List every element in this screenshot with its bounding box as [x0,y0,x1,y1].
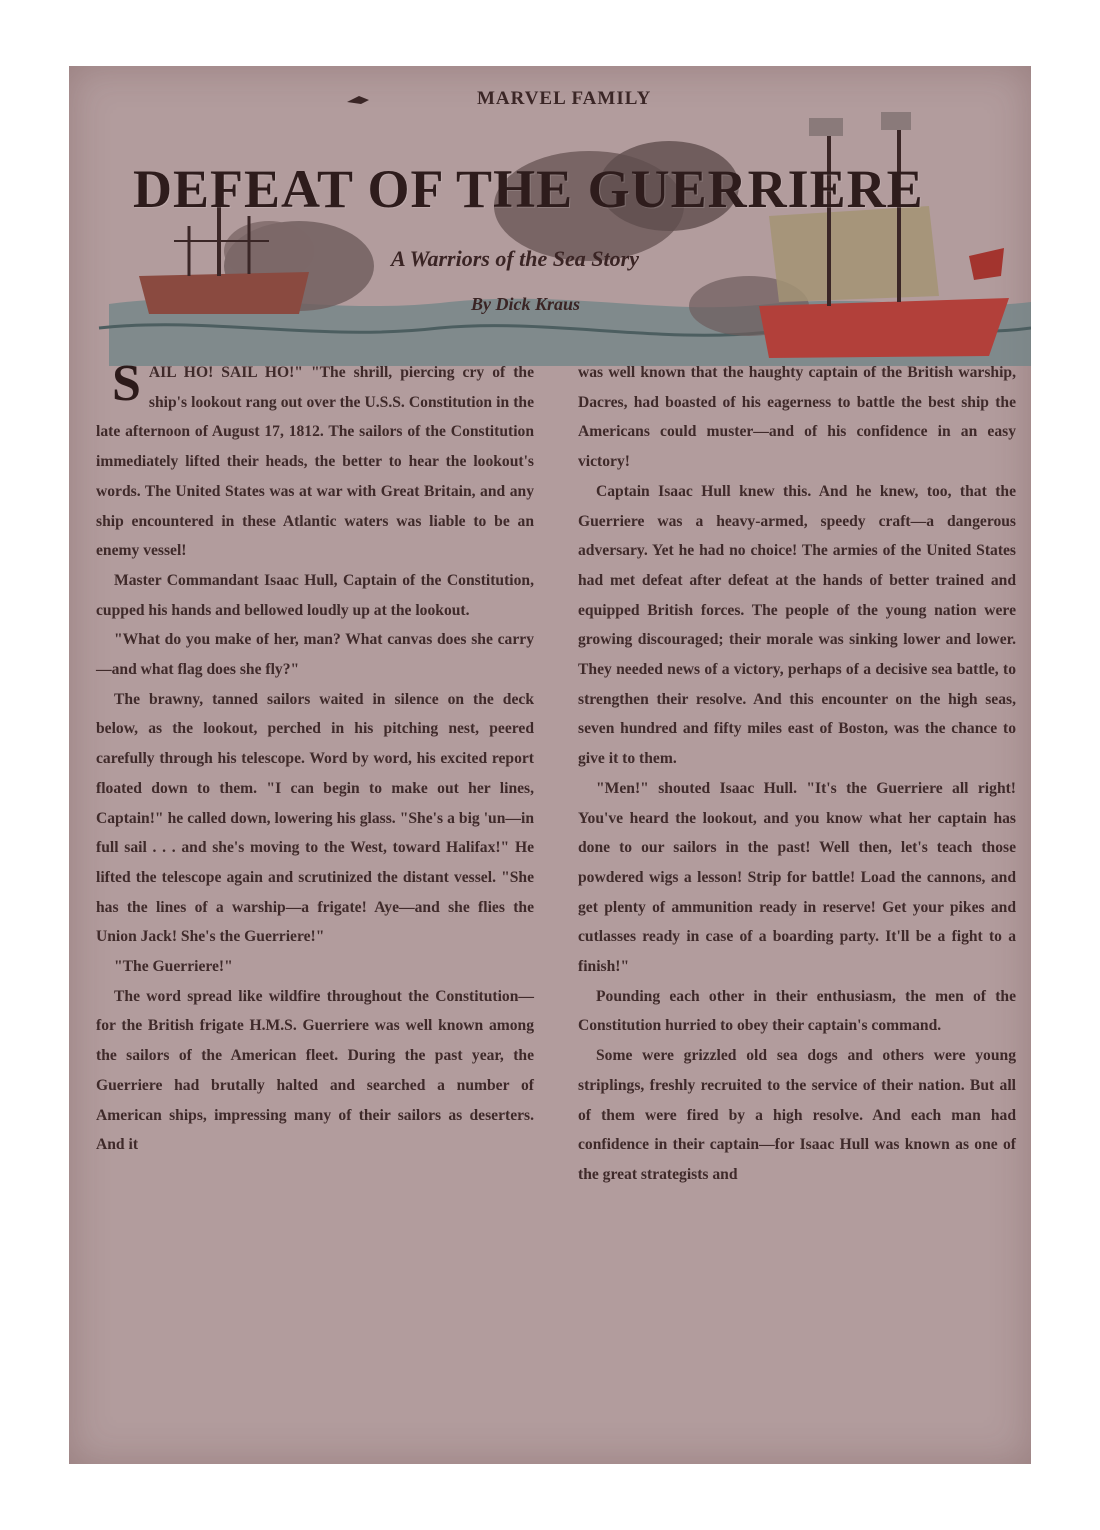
guerriere-sails [769,206,939,302]
paragraph: AIL HO! SAIL HO!" "The shrill, piercing cry of the ship's lookout rang out over the U.S.S. Constitution in the late afternoon of August 17, 1812. The sailors of the Constitution immediately lifted their heads, the better to hear the lookout's words. The United States was at war with Great Britain, and any ship encountered in these Atlantic waters was liable to be an enemy vessel! [96,364,534,560]
cannon-smoke-left-puff [224,221,314,281]
article-column-right [578,358,1016,1190]
guerriere-flag-2 [881,112,911,130]
story-title: DEFEAT OF THE GUERRIERE [133,159,924,219]
constitution-hull [139,272,309,314]
paragraph: Some were grizzled old sea dogs and others were young striplings, freshly recruited to the service of their nation. But all of them were fired by a high resolve. And each man had confidence in their captain—for Isaac Hull was known as one of the great strategists and [578,1047,1016,1183]
paragraph: Captain Isaac Hull knew this. And he knew, too, that the Guerriere was a heavy-armed, speedy craft—a dangerous adversary. Yet he had no choice! The armies of the United States had met defeat after defeat at the hands of better trained and equipped British forces. The people of the young nation were growing discouraged; their morale was sinking lower and lower. They needed news of a victory, perhaps of a decisive sea battle, to strengthen their resolve. And this encounter on the high seas, seven hundred and fifty miles east of Boston, was the chance to give it to them. [578,482,1016,768]
guerriere-flag [809,118,843,136]
paragraph: was well known that the haughty captain of the British warship, Dacres, had boasted of his eagerness to battle the best ship the Americans could muster—and of his confidence in an easy victory! [578,364,1016,471]
magazine-title: MARVEL FAMILY [477,88,652,109]
magazine-page [69,66,1031,1464]
bird-icon [347,96,369,104]
author-byline: By Dick Kraus [471,294,581,314]
paragraph: The word spread like wildfire throughout the Constitution—for the British frigate H.M.S. Guerriere was well known among the sailors of the American fleet. During the past year, the Guerriere had brutally halted and searched a number of American ships, impressing many of their sailors as deserters. And it [96,987,534,1154]
paragraph: Pounding each other in their enthusiasm, the men of the Constitution hurried to obey their captain's command. [578,987,1016,1035]
union-jack-flag [969,248,1004,280]
paragraph: Master Commandant Isaac Hull, Captain of the Constitution, cupped his hands and bellowed loudly up at the lookout. [96,571,534,619]
drop-cap: S [112,355,141,412]
story-header [69,66,1031,366]
guerriere-hull [759,298,1009,358]
paragraph: "The Guerriere!" [114,958,233,976]
paragraph: "What do you make of her, man? What canvas does she carry—and what flag does she fly?" [96,631,534,679]
paragraph: The brawny, tanned sailors waited in silence on the deck below, as the lookout, perched in his pitching nest, peered carefully through his telescope. Word by word, his excited report floated down to them. "I can begin to make out her lines, Captain!" he called down, lowering his glass. "She's a big 'un—in full sail . . . and she's moving to the West, toward Halifax!" He lifted the telescope again and scrutinized the distant vessel. "She has the lines of a warship—a frigate! Aye—and she flies the Union Jack! She's the Guerriere!" [96,690,534,946]
paragraph: "Men!" shouted Isaac Hull. "It's the Guerriere all right! You've heard the lookout, and you know what her captain has done to our sailors in the past! Well then, let's teach those powdered wigs a lesson! Strip for battle! Load the cannons, and get plenty of ammunition ready in reserve! Get your pikes and cutlasses ready in case of a boarding party. It'll be a fight to a finish!" [578,779,1016,976]
article-column-left [96,355,534,1160]
story-subtitle: A Warriors of the Sea Story [391,246,639,271]
